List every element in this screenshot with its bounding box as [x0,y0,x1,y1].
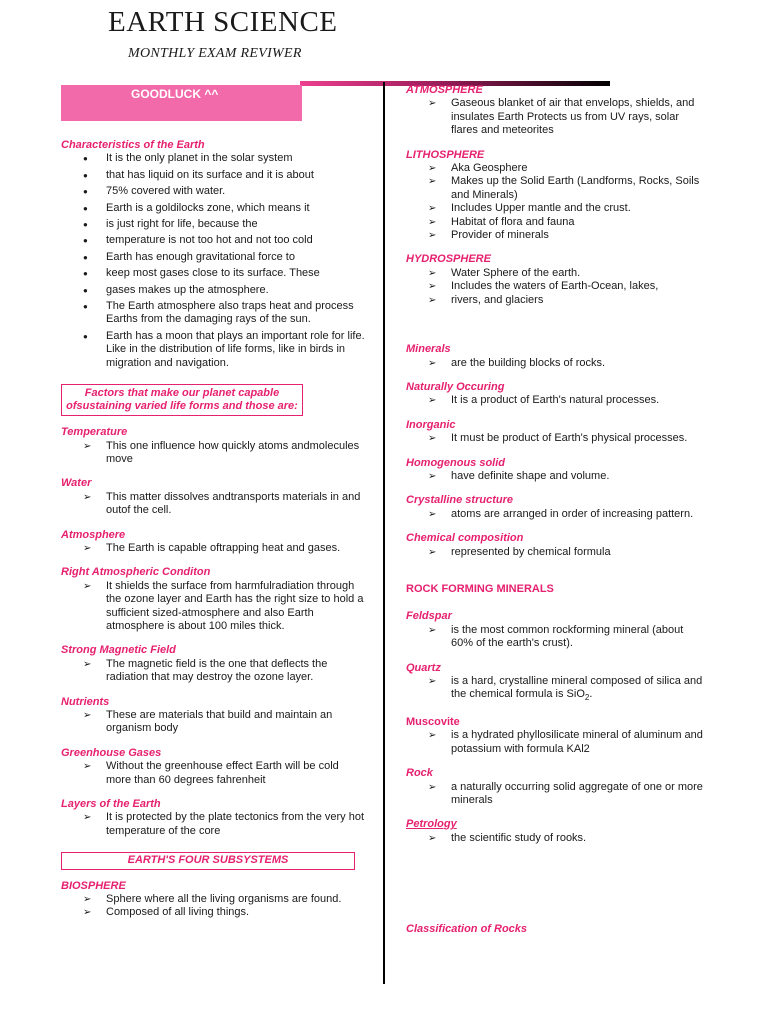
list-item: ➢ Habitat of flora and fauna [406,216,706,229]
quartz-section [406,662,706,705]
list-item: ● Earth is a goldilocks zone, which means it [61,202,365,215]
list-item: ● that has liquid on its surface and it is about [61,169,365,182]
factor-heading: Layers of the Earth [61,798,161,811]
mineral-heading: Crystalline structure [406,494,513,507]
goodluck-banner: GOODLUCK ^^ [61,85,302,121]
list-item: ➢ The Earth is capable oftrapping heat and gases. [61,542,365,555]
mineral-heading: Rock [406,767,433,780]
list-item: ● is just right for life, because the [61,218,365,231]
rock-forming-minerals-heading: ROCK FORMING MINERALS [406,582,554,595]
factor-heading: Nutrients [61,695,110,708]
homogenous-solid-section [406,457,706,484]
list-item: ➢ a naturally occurring solid aggregate of one or more minerals [406,781,706,808]
mineral-heading: Minerals [406,343,451,356]
factor-greenhouse-gases [61,747,365,787]
list-item: ➢ This matter dissolves andtransports materials in and outof the cell. [61,491,365,518]
characteristics-heading: Characteristics of the Earth [61,139,205,151]
factor-heading: Greenhouse Gases [61,746,162,759]
list-item: ➢ represented by chemical formula [406,546,706,559]
list-item: ➢ is a hard, crystalline mineral composed of silica and the chemical formula is SiO$_2$. [406,675,706,705]
list-item: ➢ Makes up the Solid Earth (Landforms, Rocks, Soils and Minerals) [406,175,706,202]
list-item: ● Earth has enough gravitational force to [61,251,365,264]
factor-water [61,477,365,517]
biosphere-heading: BIOSPHERE [61,879,126,892]
list-item: ➢ It shields the surface from harmfulradiation through the ozone layer and Earth has the right size to hold a sufficient sized-atmosphere and also Earth atmosphere is about 100 miles thick. [61,580,365,634]
characteristics-list [61,152,365,370]
factor-heading: Strong Magnetic Field [61,644,176,657]
classification-heading: Classification of Rocks [406,923,528,936]
mineral-heading: Inorganic [406,418,456,431]
mineral-heading: Chemical composition [406,532,524,545]
list-item: ➢ These are materials that build and maintain an organism body [61,709,365,736]
list-item: ● keep most gases close to its surface. These [61,267,365,280]
factors-box: Factors that make our planet capable ofsustaining varied life forms and those are: [61,384,303,416]
list-item: ➢ is a hydrated phyllosilicate mineral of aluminum and potassium with formula KAl2 [406,729,706,756]
factor-heading: Temperature [61,426,128,439]
mineral-heading: Petrology [406,818,457,831]
mineral-heading: Homogenous solid [406,456,505,469]
right-column [406,84,706,937]
factor-right-atmospheric-condition [61,566,365,633]
subsystems-box: EARTH'S FOUR SUBSYSTEMS [61,852,355,869]
list-item: ➢ Aka Geosphere [406,162,706,175]
petrology-section [406,818,706,845]
list-item: ➢ the scientific study of rooks. [406,832,706,845]
list-item: ● gases makes up the atmosphere. [61,284,365,297]
list-item: ➢ It must be product of Earth's physical processes. [406,432,706,445]
factor-temperature [61,426,365,466]
list-item: ➢ Provider of minerals [406,229,706,242]
list-item: ● temperature is not too hot and not too cold [61,234,365,247]
list-item: ➢ Gaseous blanket of air that envelops, shields, and insulates Earth Protects us from UV rays, solar flares and meteorites [406,97,706,137]
mineral-heading: Muscovite [406,716,460,728]
list-item: ● It is the only planet in the solar system [61,152,365,165]
muscovite-section [406,716,706,756]
mineral-heading: Feldspar [406,610,452,623]
chemical-composition-section [406,532,706,559]
list-item: ➢ is the most common rockforming mineral (about 60% of the earth's crust). [406,624,706,651]
list-item: ➢ are the building blocks of rocks. [406,357,706,370]
list-item: ➢ Water Sphere of the earth. [406,267,706,280]
page-subtitle: MONTHLY EXAM REVIWER [128,46,302,61]
inorganic-section [406,419,706,446]
list-item: ● Earth has a moon that plays an important role for life. Like in the distribution of life forms, like in birds in migration and navigation. [61,330,365,370]
feldspar-section [406,610,706,650]
biosphere-section [61,880,365,920]
factor-atmosphere [61,529,365,556]
factor-nutrients [61,696,365,736]
list-item: ➢ It is a product of Earth's natural processes. [406,394,706,407]
rock-section [406,767,706,807]
list-item: ➢ Composed of all living things. [61,906,365,919]
page-title: EARTH SCIENCE [108,6,338,38]
atmosphere-section [406,84,706,138]
naturally-occuring-section [406,381,706,408]
list-item: ➢ atoms are arranged in order of increasing pattern. [406,508,706,521]
sphere-heading: ATMOSPHERE [406,84,483,96]
list-item: ➢ Includes the waters of Earth-Ocean, lakes, [406,280,706,293]
list-item: ➢ Sphere where all the living organisms are found. [61,893,365,906]
column-divider [383,82,385,984]
list-item: ● 75% covered with water. [61,185,365,198]
list-item: ➢ Without the greenhouse effect Earth will be cold more than 60 degrees fahrenheit [61,760,365,787]
mineral-heading: Naturally Occuring [406,380,505,393]
list-item: ➢ rivers, and glaciers [406,294,706,307]
factor-heading: Atmosphere [61,528,126,541]
factor-heading: Right Atmospheric Conditon [61,566,211,579]
lithosphere-section [406,149,706,243]
list-item: ● The Earth atmosphere also traps heat and process Earths from the damaging rays of the sun. [61,300,365,327]
mineral-heading: Quartz [406,661,441,674]
list-item: ➢ It is protected by the plate tectonics from the very hot temperature of the core [61,811,365,838]
minerals-section [406,343,706,370]
factor-heading: Water [61,477,92,490]
factor-strong-magnetic-field [61,644,365,684]
list-item: ➢ This one influence how quickly atoms andmolecules move [61,440,365,467]
sphere-heading: HYDROSPHERE [406,253,491,266]
list-item: ➢ Includes Upper mantle and the crust. [406,202,706,215]
list-item: ➢ The magnetic field is the one that deflects the radiation that may destroy the ozone layer. [61,658,365,685]
left-column [61,139,365,920]
factor-layers-of-earth [61,798,365,838]
hydrosphere-section [406,253,706,307]
crystalline-structure-section [406,494,706,521]
sphere-heading: LITHOSPHERE [406,148,485,161]
list-item: ➢ have definite shape and volume. [406,470,706,483]
